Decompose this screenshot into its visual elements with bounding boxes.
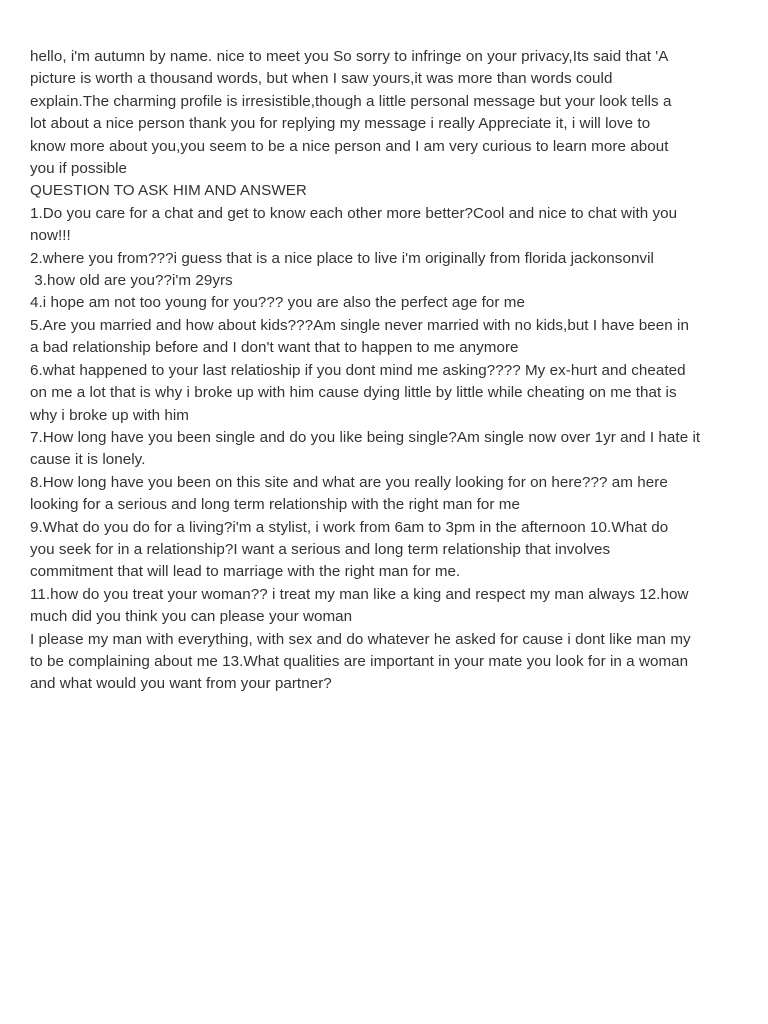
note-line: 6.what happened to your last relatioship if you dont mind me asking???? My ex-hurt and cheated bbox=[30, 361, 686, 379]
note-line: commitment that will lead to marriage with the right man for me. bbox=[30, 563, 461, 581]
note-line: 2.where you from???i guess that is a nice place to live i'm originally from florida jackonsonvil bbox=[30, 249, 654, 267]
note-line: 8.How long have you been on this site and what are you really looking for on here??? am here bbox=[30, 473, 668, 491]
note-line: hello, i'm autumn by name. nice to meet you So sorry to infringe on your privacy,Its said that 'A bbox=[30, 48, 669, 65]
note-line: 3.how old are you??i'm 29yrs bbox=[30, 272, 233, 290]
note-line: to be complaining about me 13.What qualities are important in your mate you look for in a woman bbox=[30, 652, 689, 670]
note-line: much did you think you can please your woman bbox=[30, 608, 353, 626]
note-body bbox=[30, 46, 742, 696]
note-line: why i broke up with him bbox=[30, 406, 189, 424]
note-line: 11.how do you treat your woman?? i treat my man like a king and respect my man always 12.how bbox=[30, 585, 689, 603]
note-line: looking for a serious and long term relationship with the right man for me bbox=[30, 496, 520, 514]
note-line: know more about you,you seem to be a nice person and I am very curious to learn more about bbox=[30, 137, 669, 155]
note-line: 5.Are you married and how about kids???Am single never married with no kids,but I have been in bbox=[30, 316, 689, 334]
note-line: lot about a nice person thank you for replying my message i really Appreciate it, i will love to bbox=[30, 115, 651, 133]
note-line: 1.Do you care for a chat and get to know each other more better?Cool and nice to chat with you bbox=[30, 204, 678, 222]
note-line: cause it is lonely. bbox=[30, 451, 146, 469]
note-line: and what would you want from your partner? bbox=[30, 675, 332, 693]
section-heading: QUESTION TO ASK HIM AND ANSWER bbox=[30, 182, 307, 200]
note-line: now!!! bbox=[30, 227, 71, 245]
note-line: on me a lot that is why i broke up with him cause dying little by little while cheating on me that is bbox=[30, 384, 677, 402]
note-line: 9.What do you do for a living?i'm a stylist, i work from 6am to 3pm in the afternoon 10.What do bbox=[30, 518, 669, 536]
note-line: 7.How long have you been single and do you like being single?Am single now over 1yr and I hate it bbox=[30, 428, 701, 446]
note-line: 4.i hope am not too young for you??? you are also the perfect age for me bbox=[30, 294, 525, 312]
note-line: you seek for in a relationship?I want a serious and long term relationship that involves bbox=[30, 540, 611, 558]
note-line: you if possible bbox=[30, 160, 127, 178]
note-line: explain.The charming profile is irresistible,though a little personal message but your look tells a bbox=[30, 92, 672, 110]
note-line: picture is worth a thousand words, but when I saw yours,it was more than words could bbox=[30, 70, 613, 88]
note-line: I please my man with everything, with sex and do whatever he asked for cause i dont like man my bbox=[30, 630, 691, 648]
note-line: a bad relationship before and I don't want that to happen to me anymore bbox=[30, 339, 519, 357]
